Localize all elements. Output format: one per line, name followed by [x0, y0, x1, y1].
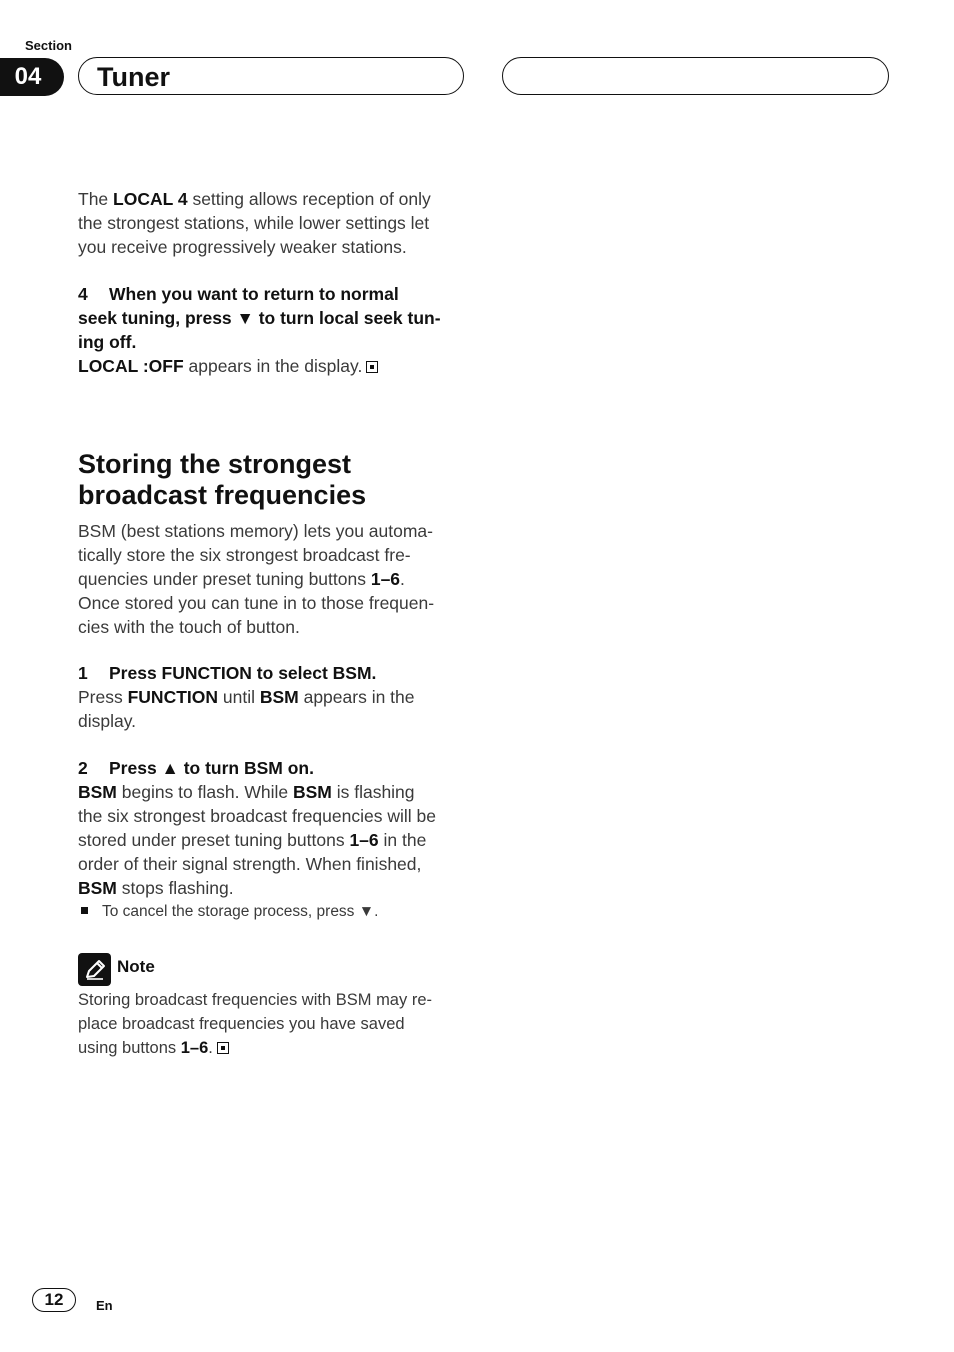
- empty-title-pill: [502, 57, 889, 95]
- bullet-square-icon: [81, 907, 88, 914]
- end-of-section-icon: [217, 1042, 229, 1054]
- step-number: 4: [78, 284, 88, 304]
- note-label: Note: [117, 957, 155, 976]
- local-intro: The LOCAL 4 setting allows reception of only the strongest stations, while lower settings let you receive progressively weaker stations.: [78, 189, 431, 257]
- note-body: Storing broadcast frequencies with BSM may re- place broadcast frequencies you have saved using buttons 1–6.: [78, 991, 432, 1057]
- section-number-badge: 04: [0, 58, 64, 96]
- end-of-section-icon: [366, 361, 378, 373]
- section-title: Tuner: [97, 62, 170, 92]
- page-number: 12: [32, 1288, 76, 1312]
- language-code: En: [96, 1298, 113, 1313]
- step-number: 2: [78, 758, 88, 778]
- step-number: 1: [78, 663, 88, 683]
- step-1: 1 Press FUNCTION to select BSM. Press FUNCTION until BSM appears in the display.: [78, 663, 415, 731]
- step-2: 2 Press ▲ to turn BSM on. BSM begins to flash. While BSM is flashing the six strongest broadcast frequencies will be stored under preset tuning buttons 1–6 in the order of their signal strength. When finished, BSM stops flashing.: [78, 758, 436, 898]
- step-4: 4 When you want to return to normal seek tuning, press ▼ to turn local seek tun- ing off. LOCAL :OFF appears in the display.: [78, 284, 441, 376]
- note-pencil-icon: [78, 953, 111, 986]
- section-label: Section: [25, 38, 72, 53]
- bsm-intro: BSM (best stations memory) lets you automa- tically store the six strongest broadcast fre- quencies under preset tuning buttons 1–6. Once stored you can tune in to those frequen- cies with the touch of button.: [78, 521, 435, 637]
- bsm-heading: Storing the strongest broadcast frequencies: [78, 449, 367, 510]
- cancel-bullet: To cancel the storage process, press ▼.: [78, 901, 464, 923]
